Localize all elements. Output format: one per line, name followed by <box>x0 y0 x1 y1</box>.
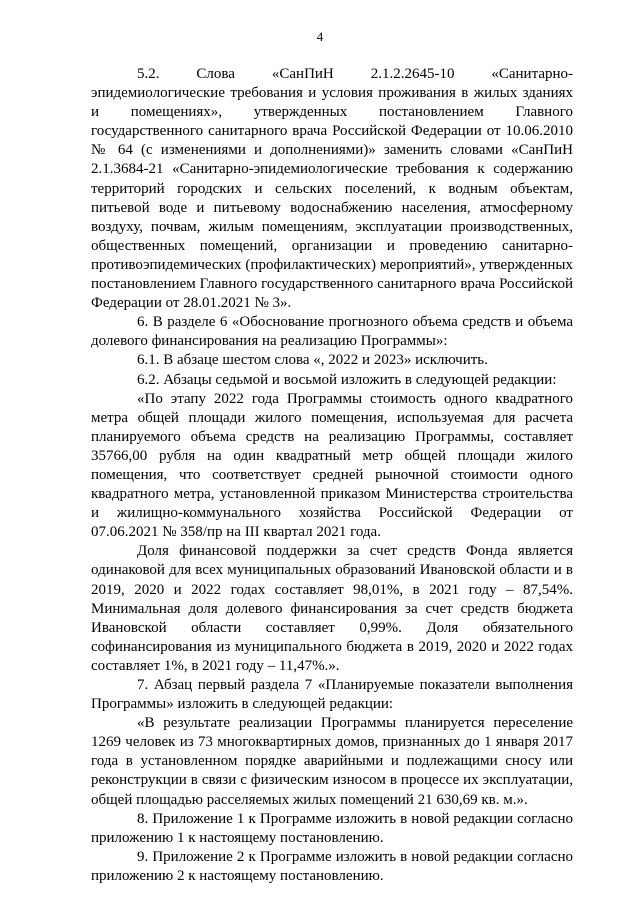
page-number: 4 <box>316 29 324 44</box>
paragraph-7: 7. Абзац первый раздела 7 «Планируемые показатели выполнения Программы» изложить в следующей редакции: <box>91 677 573 713</box>
paragraph-6: 6. В разделе 6 «Обоснование прогнозного объема средств и объема долевого финансирования на реализацию Программы»: <box>91 314 573 350</box>
paragraph-6-2-quote-2: Доля финансовой поддержки за счет средств Фонда является одинаковой для всех муниципальных образований Ивановской области и в 2019, 2020 и 2022 годах составляет 98,01%, в 2021 году – 87,54%. Минимальная доля долевого финансирования за счет средств бюджета Ивановской области составляет 0,99%. Доля обязательного софинансирования из муниципального бюджета в 2019, 2020 и 2022 годах составляет 1%, в 2021 году – 11,47%.». <box>91 543 573 674</box>
paragraph-6-2-quote-1: «По этапу 2022 года Программы стоимость одного квадратного метра общей площади жилого помещения, используемая для расчета планируемого объема средств на реализацию Программы, составляет 35766,00 рубля на один квадратный метр общей площади жилого помещения, что соответствует средней рыночной стоимости одного квадратного метра, установленной приказом Министерства строительства и жилищно-коммунального хозяйства Российской Федерации от 07.06.2021 № 358/пр на III квартал 2021 года. <box>91 390 573 541</box>
paragraph-8: 8. Приложение 1 к Программе изложить в новой редакции согласно приложению 1 к настоящему постановлению. <box>91 810 573 846</box>
paragraph-5-2: 5.2. Слова «СанПиН 2.1.2.2645-10 «Санитарно-эпидемиологические требования и условия проживания в жилых зданиях и помещениях», утвержденных постановлением Главного государственного санитарного врача Российской Федерации от 10.06.2010 № 64 (с изменениями и дополнениями)» заменить словами «СанПиН 2.1.3684-21 «Санитарно-эпидемиологические требования к содержанию территорий городских и сельских поселений, к водным объектам, питьевой воде и питьевому водоснабжению населения, атмосферному воздуху, почвам, жилым помещениям, эксплуатации производственных, общественных помещений, организации и проведению санитарно-противоэпидемических (профилактических) мероприятий», утвержденных постановлением Главного государственного санитарного врача Российской Федерации от 28.01.2021 № 3». <box>91 66 573 312</box>
paragraph-6-2: 6.2. Абзацы седьмой и восьмой изложить в следующей редакции: <box>137 371 557 388</box>
paragraph-6-1: 6.1. В абзаце шестом слова «, 2022 и 2023» исключить. <box>137 352 488 369</box>
paragraph-9: 9. Приложение 2 к Программе изложить в новой редакции согласно приложению 2 к настоящему постановлению. <box>91 848 573 884</box>
document-body <box>91 65 573 886</box>
paragraph-7-quote: «В результате реализации Программы планируется переселение 1269 человек из 73 многоквартирных домов, признанных до 1 января 2017 года в установленном порядке аварийными и подлежащими сносу или реконструкции в связи с физическим износом в процессе их эксплуатации, общей площадью расселяемых жилых помещений 21 630,69 кв. м.». <box>91 715 573 808</box>
